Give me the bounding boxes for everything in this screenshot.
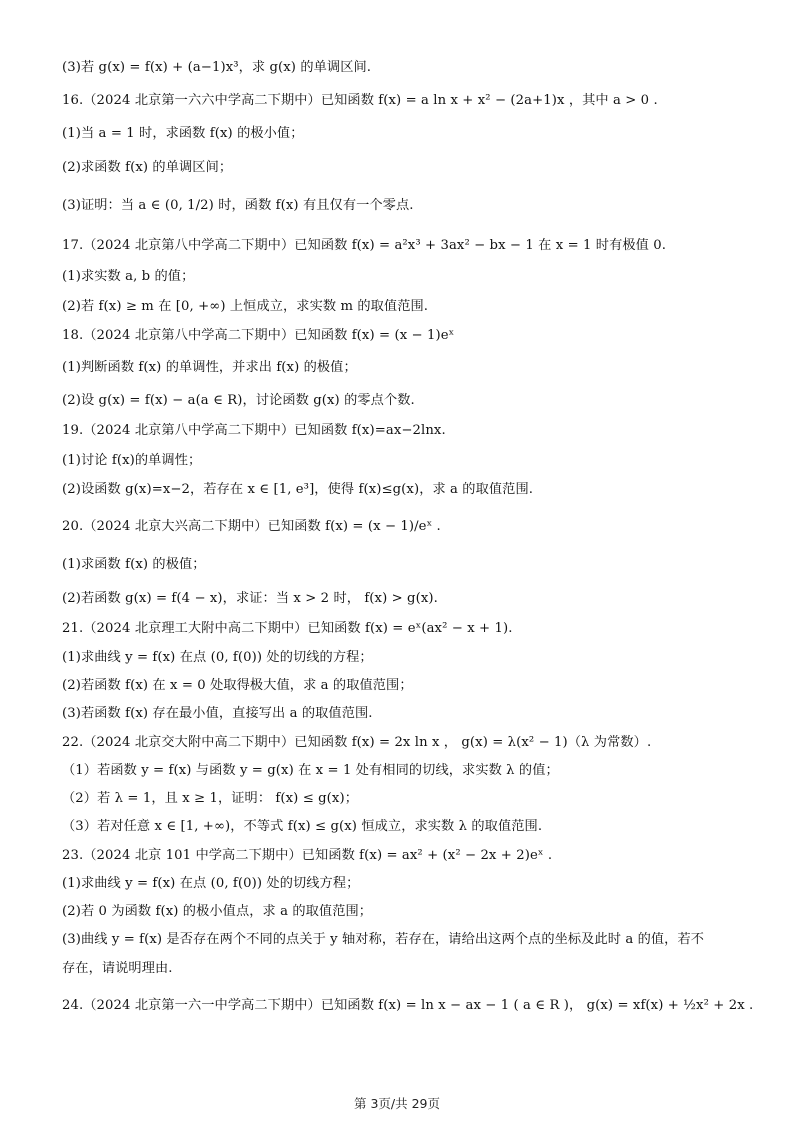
q18-stem: 18.（2024 北京第八中学高二下期中）已知函数 f(x) = (x − 1)eˣ: [62, 328, 455, 343]
q20-stem: 20.（2024 北京大兴高二下期中）已知函数 f(x) = (x − 1)/eˣ .: [62, 519, 441, 534]
q23-part3: (3)曲线 y = f(x) 是否存在两个不同的点关于 y 轴对称，若存在，请给出这两个点的坐标及此时 a 的值，若不: [62, 932, 705, 947]
q20-part2: (2)若函数 g(x) = f(4 − x)，求证：当 x > 2 时， f(x) > g(x).: [62, 591, 438, 606]
q23-part3-cont: 存在，请说明理由.: [62, 961, 173, 976]
q17-stem: 17.（2024 北京第八中学高二下期中）已知函数 f(x) = a²x³ + 3ax² − bx − 1 在 x = 1 时有极值 0.: [62, 238, 667, 253]
q18-part2: (2)设 g(x) = f(x) − a(a ∈ R)，讨论函数 g(x) 的零点个数.: [62, 393, 415, 408]
q22-part3: （3）若对任意 x ∈ [1, +∞)，不等式 f(x) ≤ g(x) 恒成立，求实数 λ 的取值范围.: [62, 819, 543, 834]
q22-stem: 22.（2024 北京交大附中高二下期中）已知函数 f(x) = 2x ln x ， g(x) = λ(x² − 1)（λ 为常数）.: [62, 735, 652, 750]
q23-part2: (2)若 0 为函数 f(x) 的极小值点，求 a 的取值范围；: [62, 904, 373, 919]
q19-part1: (1)讨论 f(x)的单调性；: [62, 453, 202, 468]
page-number: 第 3页/共 29页: [353, 1096, 441, 1111]
q16-part3: (3)证明：当 a ∈ (0, 1/2) 时，函数 f(x) 有且仅有一个零点.: [62, 198, 414, 213]
q23-part1: (1)求曲线 y = f(x) 在点 (0, f(0)) 处的切线方程；: [62, 876, 360, 891]
q21-part3: (3)若函数 f(x) 存在最小值，直接写出 a 的取值范围.: [62, 706, 373, 721]
q15-part3: (3)若 g(x) = f(x) + (a−1)x³，求 g(x) 的单调区间.: [62, 60, 372, 75]
q20-part1: (1)求函数 f(x) 的极值；: [62, 557, 206, 572]
q16-part1: (1)当 a = 1 时，求函数 f(x) 的极小值；: [62, 126, 304, 141]
q16-stem: 16.（2024 北京第一六六中学高二下期中）已知函数 f(x) = a ln x + x² − (2a+1)x ，其中 a > 0 .: [62, 93, 658, 108]
q21-stem: 21.（2024 北京理工大附中高二下期中）已知函数 f(x) = eˣ(ax² − x + 1).: [62, 621, 513, 636]
q22-part2: （2）若 λ = 1，且 x ≥ 1，证明： f(x) ≤ g(x)；: [62, 791, 358, 806]
q24-stem: 24.（2024 北京第一六一中学高二下期中）已知函数 f(x) = ln x − ax − 1 ( a ∈ R )， g(x) = xf(x) + ½x² + 2x .: [62, 998, 754, 1013]
q17-part1: (1)求实数 a, b 的值；: [62, 269, 195, 284]
q17-part2: (2)若 f(x) ≥ m 在 [0, +∞) 上恒成立，求实数 m 的取值范围.: [62, 299, 429, 314]
q19-stem: 19.（2024 北京第八中学高二下期中）已知函数 f(x)=ax−2lnx.: [62, 423, 446, 438]
q18-part1: (1)判断函数 f(x) 的单调性，并求出 f(x) 的极值；: [62, 360, 357, 375]
q21-part2: (2)若函数 f(x) 在 x = 0 处取得极大值，求 a 的取值范围；: [62, 678, 413, 693]
q21-part1: (1)求曲线 y = f(x) 在点 (0, f(0)) 处的切线的方程；: [62, 650, 373, 665]
q19-part2: (2)设函数 g(x)=x−2，若存在 x ∈ [1, e³]，使得 f(x)≤g(x)，求 a 的取值范围.: [62, 482, 534, 497]
q23-stem: 23.（2024 北京 101 中学高二下期中）已知函数 f(x) = ax² + (x² − 2x + 2)eˣ .: [62, 848, 553, 863]
q22-part1: （1）若函数 y = f(x) 与函数 y = g(x) 在 x = 1 处有相同的切线，求实数 λ 的值；: [62, 763, 559, 778]
q16-part2: (2)求函数 f(x) 的单调区间；: [62, 160, 233, 175]
